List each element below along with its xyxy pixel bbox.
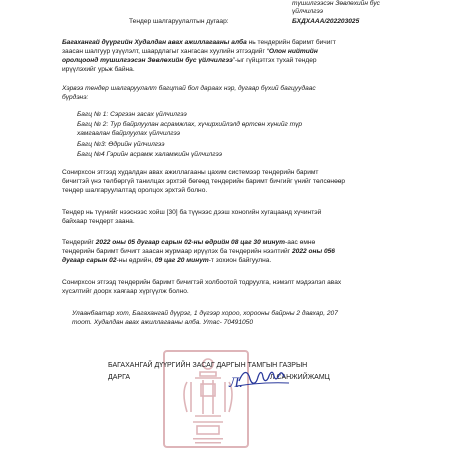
docs-line-1: Сонирхсон этгээд худалдан авах ажиллагааны цахим системээр тендерийн баримт xyxy=(62,169,319,176)
opening-date-1: 2022 оны 056 xyxy=(291,248,335,255)
deadline-paragraph xyxy=(62,238,335,265)
clarify-line-2: хүсэлтийг доорх хаягаар хүргүүлж болно. xyxy=(62,288,189,295)
docs-line-3: тендер шалгаруулалтад оролцох эрхтэй болно. xyxy=(62,187,208,194)
signatory-title: ДАРГА xyxy=(108,374,131,381)
project-name-1: Олон нийтийн xyxy=(268,48,318,55)
address-line-2: тоот. Худалдан авах ажиллагааны алба. Утас- 70491050 xyxy=(72,319,253,326)
opening-time: 09 цаг 20 минут xyxy=(154,257,209,264)
lots-intro-line-1: Хэрвээ тендер шалгаруулалт багцтай бол дараах нэр, дугаар бүхий багцуудаас xyxy=(62,85,316,92)
procuring-entity: Багахангай дүүргийн Худалдан авах ажиллагааны алба xyxy=(62,39,247,46)
validity-line-2: байхаар тендерт заана. xyxy=(62,218,135,225)
clarify-paragraph xyxy=(62,278,341,296)
project-name-2: оролцоонд тушилгээсэн Зөвлөхийн бус үйлчилгээ xyxy=(62,57,233,64)
address-line-1: Улаанбаатар хот, Багахангай дүүрэг, 1 дүгээр хороо, хорооны байрны 2 давхар, 207 xyxy=(72,310,338,317)
deadline-text-4: -ны өдрийн, xyxy=(116,257,155,264)
header-type-line-2: үйлчилгээ xyxy=(292,8,323,15)
lots-intro xyxy=(62,84,316,102)
submission-deadline: 2022 оны 05 дугаар сарын 02-ны өдрийн 08 цаг 30 минут xyxy=(95,239,286,246)
lot-item-2-cont: хамгаалан байрлуулах үйлчилгээ xyxy=(77,130,180,138)
intro-text-3: ”-ыг гүйцэтгэх тухай тендер xyxy=(232,57,317,64)
validity-line-1: Тендер нь түүнийг нээснээс хойш [30] ба түүнээс дээш хоногийн хугацаанд хүчинтэй xyxy=(62,209,322,216)
intro-paragraph xyxy=(62,38,336,74)
docs-paragraph xyxy=(62,168,345,195)
deadline-text-1: Тендерийг xyxy=(62,239,96,246)
intro-text-1: нь тендерийн баримт бичигт xyxy=(246,39,336,46)
signature-initial: Л. xyxy=(229,375,243,391)
intro-text-4: ирүүлэхийг урьж байна. xyxy=(62,66,135,73)
lots-intro-line-2: бүрдэнэ: xyxy=(62,94,89,101)
deadline-text-2: -аас өмнө xyxy=(285,239,316,246)
validity-paragraph xyxy=(62,208,321,226)
lot-item-4: Багц №4 Гэрийн асрамж халамжийн үйлчилгээ xyxy=(77,150,222,158)
deadline-text-5: -т зохион байгуулна. xyxy=(208,257,272,264)
handwritten-signature xyxy=(227,367,297,398)
signatory-organization: БАГАХАНГАЙ ДҮҮРГИЙН ЗАСАГ ДАРГЫН ТАМГЫН ГАЗРЫН xyxy=(108,362,308,369)
docs-line-2: бичигтэй үнэ төлбөргүй танилцах эрхтэй бөгөөд тендерийн баримт бичгийг үнийг төлсөнөөр xyxy=(62,178,346,185)
signatory-name: Л.САНЖИЙЖАМЦ xyxy=(270,374,330,381)
clarify-line-1: Сонирхсон этгээд тендерийн баримт бичигтэй холбоотой тодруулга, нэмэлт мэдээлэл авах xyxy=(62,279,342,286)
opening-date-2: дугаар сарын 02 xyxy=(62,257,117,264)
lot-item-3: Багц №3: Өдрийн үйлчилгээ xyxy=(77,140,165,148)
intro-text-2: заасан шалгуур үзүүлэлт, шаардлагыг хангасан хуулийн этгээдийг “ xyxy=(62,48,269,55)
lot-item-2: Багц № 2: Тур байрлуулан асрамжлах, хүчирхийлэлд өртсөн хүнийг түр xyxy=(77,121,303,129)
lots-list xyxy=(77,110,302,159)
tender-number: БХДХААА/202203025 xyxy=(292,18,360,25)
header-type-line: түшилгээсэн Зөвлөхийн бус xyxy=(292,0,380,7)
tender-number-label: Тендер шалгаруулалтын дугаар: xyxy=(129,18,229,25)
deadline-text-3: тендерийн баримт бичигт заасан журмаар ирүүлэх ба тендерийн нээлтийг xyxy=(62,248,292,255)
address-block xyxy=(72,309,338,327)
lot-item-1: Багц № 1: Сэргээн засах үйлчилгээ xyxy=(77,111,187,118)
